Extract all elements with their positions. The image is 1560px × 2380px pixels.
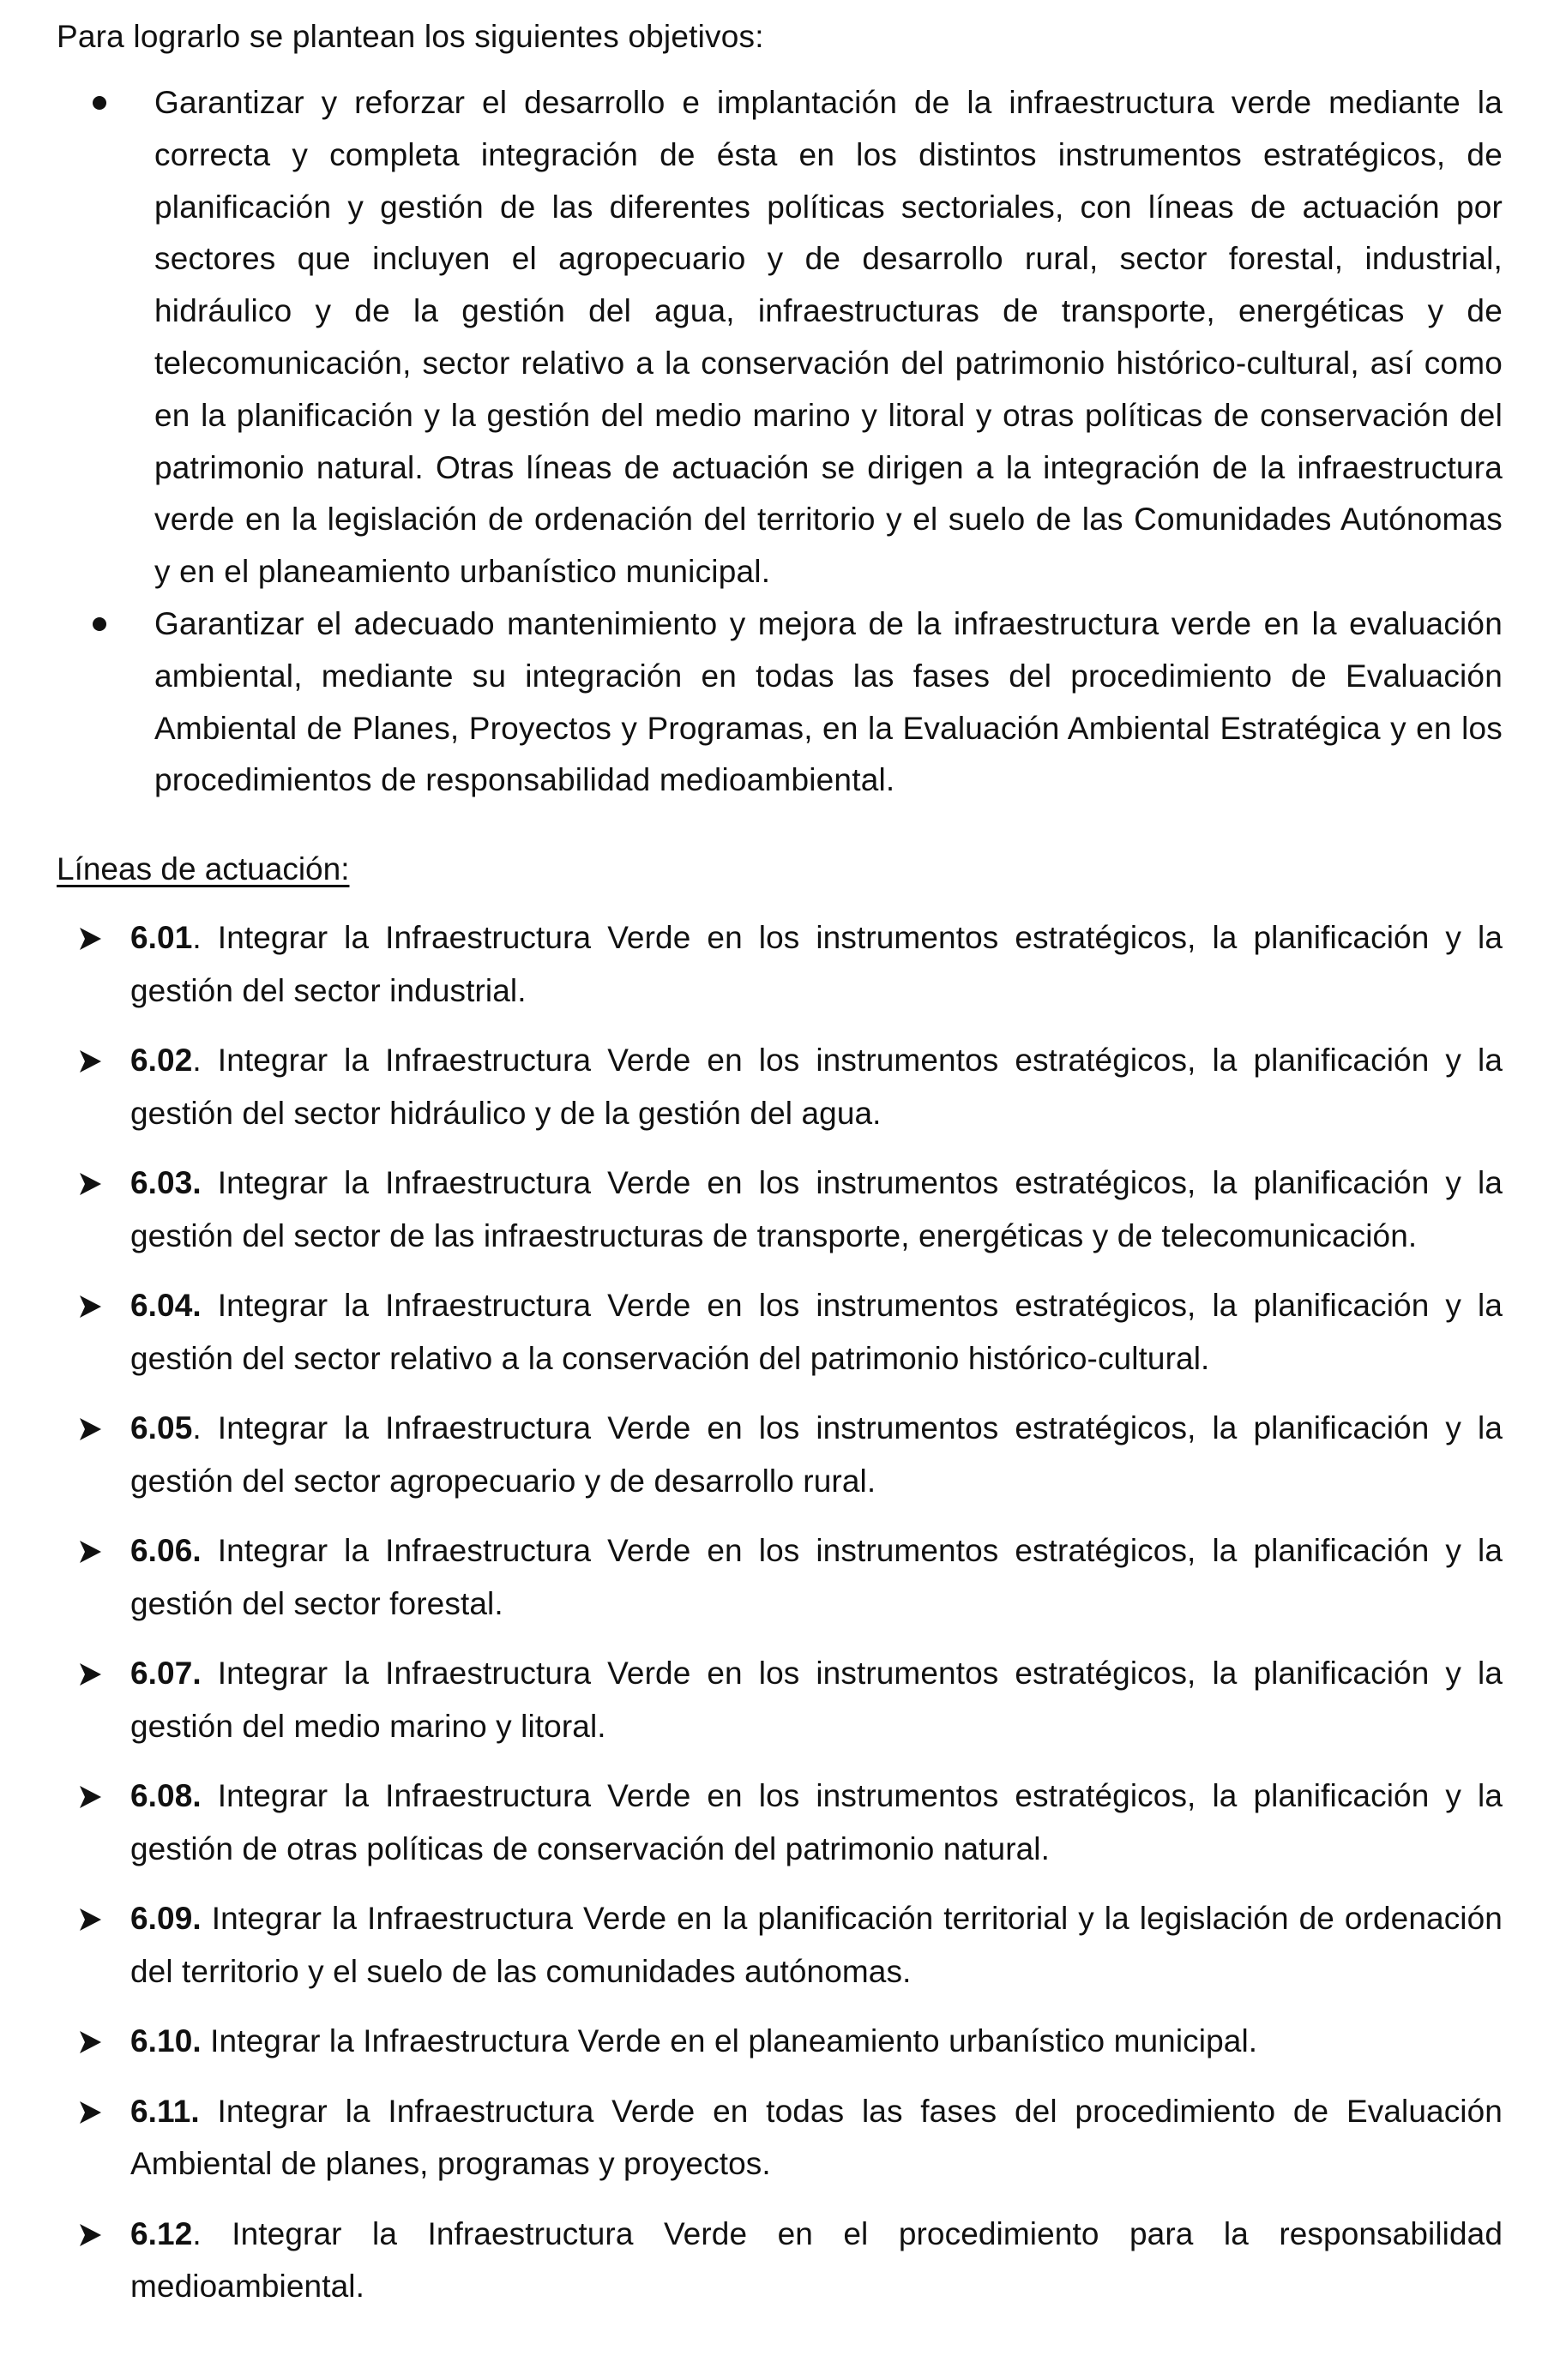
action-line-item bbox=[57, 1524, 1503, 1630]
action-line-code: 6.04. bbox=[130, 1288, 202, 1324]
action-line-text: Integrar la Infraestructura Verde en la planificación territorial y la legislación de ordenación del territorio y el suelo de las comunidades autónomas. bbox=[130, 1901, 1503, 1989]
action-line-code: 6.11. bbox=[130, 2093, 200, 2129]
action-line-item bbox=[57, 1157, 1503, 1262]
objective-item bbox=[57, 598, 1503, 807]
action-lines-list bbox=[57, 911, 1503, 2313]
action-line-code: 6.05 bbox=[130, 1410, 193, 1446]
action-line-code: 6.10. bbox=[130, 2023, 202, 2059]
arrow-bullet-icon bbox=[77, 2029, 103, 2055]
action-line-item bbox=[57, 2085, 1503, 2191]
action-line-text: . Integrar la Infraestructura Verde en los instrumentos estratégicos, la planificación y la gestión del sector industrial. bbox=[130, 920, 1503, 1008]
action-line-text: Integrar la Infraestructura Verde en los instrumentos estratégicos, la planificación y la gestión del medio marino y litoral. bbox=[130, 1656, 1503, 1744]
action-line-code: 6.09. bbox=[130, 1901, 202, 1937]
action-line-text: Integrar la Infraestructura Verde en los instrumentos estratégicos, la planificación y la gestión de otras políticas de conservación del patrimonio natural. bbox=[130, 1778, 1503, 1866]
action-line-text: Integrar la Infraestructura Verde en el planeamiento urbanístico municipal. bbox=[201, 2023, 1258, 2059]
action-line-text: Integrar la Infraestructura Verde en los instrumentos estratégicos, la planificación y la gestión del sector relativo a la conservación del patrimonio histórico-cultural. bbox=[130, 1288, 1503, 1376]
arrow-bullet-icon bbox=[77, 1662, 103, 1687]
bullet-icon bbox=[93, 96, 106, 110]
objective-item bbox=[57, 77, 1503, 598]
action-line-code: 6.03. bbox=[130, 1165, 202, 1201]
bullet-icon bbox=[93, 617, 106, 631]
arrow-bullet-icon bbox=[77, 2100, 103, 2125]
action-line-code: 6.07. bbox=[130, 1656, 202, 1692]
arrow-bullet-icon bbox=[77, 1294, 103, 1319]
arrow-bullet-icon bbox=[77, 1171, 103, 1197]
action-line-text: Integrar la Infraestructura Verde en los instrumentos estratégicos, la planificación y la gestión del sector forestal. bbox=[130, 1533, 1503, 1621]
document-page bbox=[57, 10, 1503, 2330]
action-line-code: 6.06. bbox=[130, 1533, 202, 1569]
action-line-text: . Integrar la Infraestructura Verde en los instrumentos estratégicos, la planificación y la gestión del sector agropecuario y de desarrollo rural. bbox=[130, 1410, 1503, 1499]
action-line-item bbox=[57, 911, 1503, 1017]
action-line-code: 6.02 bbox=[130, 1043, 193, 1079]
action-line-item bbox=[57, 1647, 1503, 1752]
action-line-item bbox=[57, 2208, 1503, 2313]
action-line-item bbox=[57, 1402, 1503, 1507]
objective-text: Garantizar y reforzar el desarrollo e implantación de la infraestructura verde mediante la correcta y completa integración de ésta en los distintos instrumentos estratégicos, de planificación y gestión de las diferentes políticas sectoriales, con líneas de actuación por sectores que incluyen el agropecuario y de desarrollo rural, sector forestal, industrial, hidráulico y de la gestión del agua, infraestructuras de transporte, energéticas y de telecomunicación, sector relativo a la conservación del patrimonio histórico-cultural, así como en la planificación y la gestión del medio marino y litoral y otras políticas de conservación del patrimonio natural. Otras líneas de actuación se dirigen a la integración de la infraestructura verde en la legislación de ordenación del territorio y el suelo de las Comunidades Autónomas y en el planeamiento urbanístico municipal. bbox=[154, 85, 1503, 590]
action-line-code: 6.12 bbox=[130, 2215, 193, 2251]
lines-heading-wrap bbox=[57, 843, 1503, 911]
arrow-bullet-icon bbox=[77, 1416, 103, 1442]
action-line-text: Integrar la Infraestructura Verde en todas las fases del procedimiento de Evaluación Ambiental de planes, programas y proyectos. bbox=[130, 2093, 1503, 2182]
intro-paragraph: Para lograrlo se plantean los siguientes objetivos: bbox=[57, 19, 764, 54]
action-line-text: . Integrar la Infraestructura Verde en el procedimiento para la responsabilidad medioambiental. bbox=[130, 2215, 1503, 2305]
objectives-list bbox=[57, 77, 1503, 807]
arrow-bullet-icon bbox=[77, 1784, 103, 1810]
objective-text: Garantizar el adecuado mantenimiento y mejora de la infraestructura verde en la evaluación ambiental, mediante su integración en todas las fases del procedimiento de Evaluación Ambiental de Planes, Proyectos y Programas, en la Evaluación Ambiental Estratégica y en los procedimientos de responsabilidad medioambiental. bbox=[154, 605, 1503, 798]
action-line-code: 6.01 bbox=[130, 920, 193, 956]
arrow-bullet-icon bbox=[77, 2222, 103, 2248]
action-line-code: 6.08. bbox=[130, 1778, 202, 1814]
arrow-bullet-icon bbox=[77, 926, 103, 952]
lines-heading: Líneas de actuación: bbox=[57, 851, 350, 887]
arrow-bullet-icon bbox=[77, 1049, 103, 1074]
arrow-bullet-icon bbox=[77, 1907, 103, 1932]
action-line-item bbox=[57, 1034, 1503, 1139]
action-line-item bbox=[57, 1892, 1503, 1998]
arrow-bullet-icon bbox=[77, 1539, 103, 1565]
action-line-item bbox=[57, 1770, 1503, 1875]
action-line-text: . Integrar la Infraestructura Verde en los instrumentos estratégicos, la planificación y la gestión del sector hidráulico y de la gestión del agua. bbox=[130, 1043, 1503, 1131]
action-line-item bbox=[57, 2015, 1503, 2068]
action-line-text: Integrar la Infraestructura Verde en los instrumentos estratégicos, la planificación y la gestión del sector de las infraestructuras de transporte, energéticas y de telecomunicación. bbox=[130, 1165, 1503, 1253]
action-line-item bbox=[57, 1279, 1503, 1385]
